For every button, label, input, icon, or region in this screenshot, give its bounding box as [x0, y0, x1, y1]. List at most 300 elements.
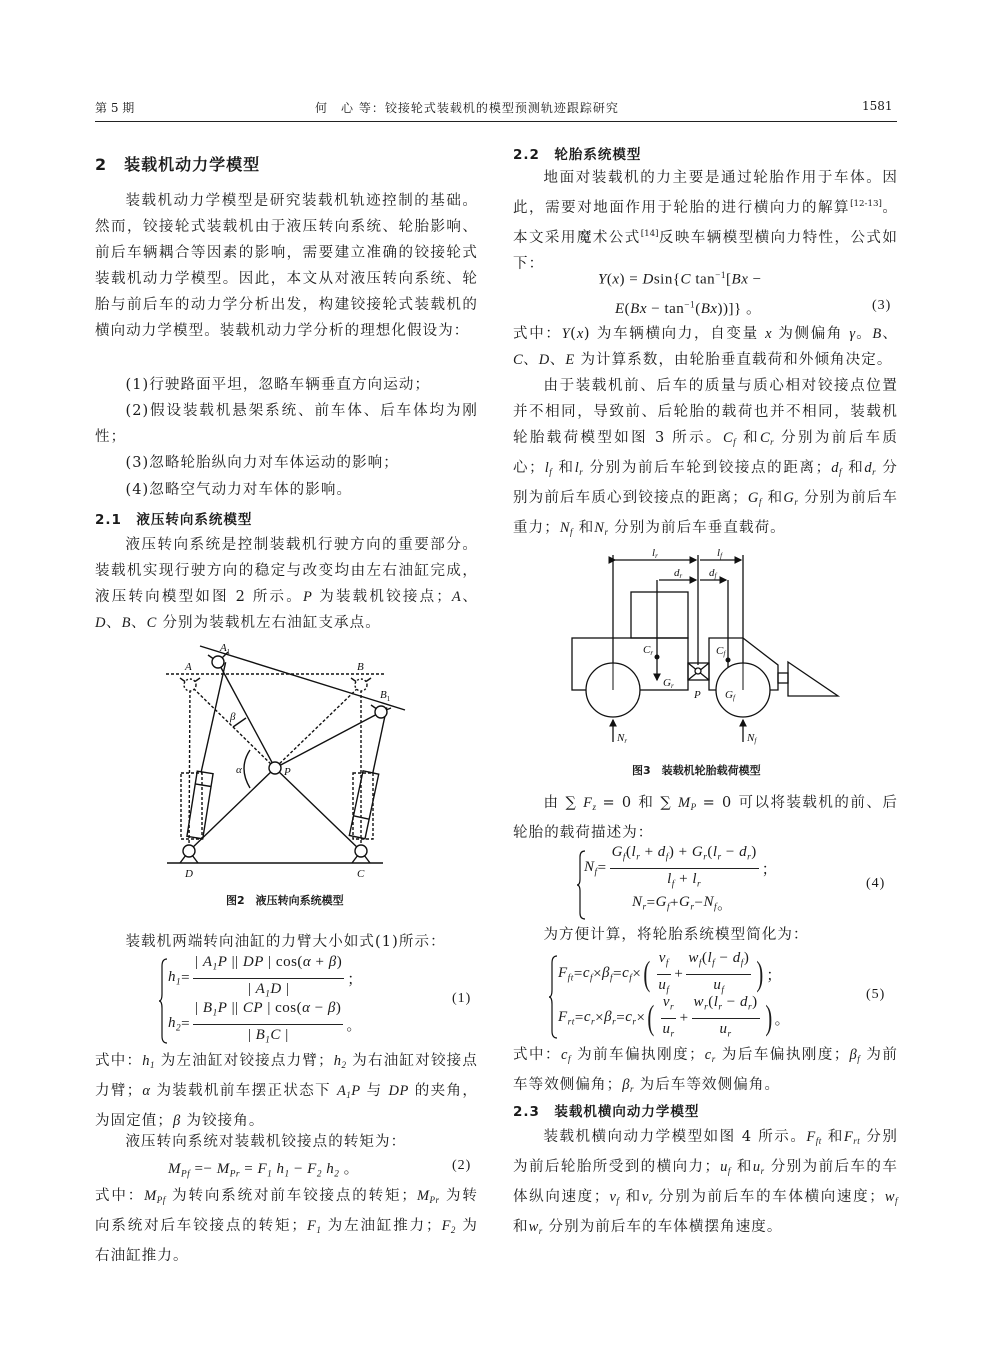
- text-run: 分别为前后车垂直载荷。: [608, 520, 786, 537]
- text-run: [272, 1161, 276, 1177]
- text-run: ): [336, 954, 343, 971]
- subscript: 2: [341, 1060, 347, 1071]
- denominator: [660, 1019, 676, 1043]
- label-lr: lr: [652, 547, 658, 560]
- math-variable: $l_f$: [667, 870, 675, 889]
- math-variable: $F_2$: [441, 1218, 456, 1236]
- math-variable: $B_1$: [255, 1026, 271, 1045]
- math-variable: D: [538, 352, 550, 368]
- paragraph-tire: [513, 165, 898, 277]
- math-variable: α: [302, 1000, 311, 1017]
- text-run: − tan: [647, 301, 685, 317]
- text-run: ；: [761, 861, 778, 878]
- text-run: +: [311, 954, 329, 971]
- math-variable: Y: [561, 326, 571, 342]
- denominator: [665, 869, 703, 893]
- text-run: 。: [855, 326, 873, 342]
- math-variable: CP: [242, 1000, 264, 1017]
- subscript: r: [770, 437, 775, 448]
- math-variable: Bx: [630, 301, 647, 317]
- numerator: [686, 949, 751, 974]
- math-variable: $G_f$: [747, 490, 762, 508]
- text-run: (: [708, 994, 714, 1011]
- text-run: +: [640, 844, 658, 861]
- math-variable: $F_2$: [307, 1161, 322, 1180]
- math-variable: $d_f$: [657, 844, 669, 863]
- text-run: 和: [619, 1189, 642, 1206]
- joint-B1: [375, 706, 387, 718]
- subscript: z: [592, 802, 597, 813]
- eq5-row-1: [558, 950, 790, 995]
- math-variable: $l_r$: [712, 844, 722, 863]
- text-run: =: [574, 1009, 584, 1026]
- text-run: (: [707, 844, 713, 861]
- math-variable: Bx: [700, 301, 718, 317]
- text-run: 分别为前后车重力；: [513, 490, 899, 537]
- text-run: ；: [766, 967, 782, 984]
- text-run: (: [702, 950, 708, 967]
- figure-2-steering-diagram: [150, 635, 410, 885]
- subscript: r: [747, 1002, 753, 1013]
- math-variable: $A_1$: [202, 954, 218, 973]
- subscript: f: [733, 437, 737, 448]
- text-run: −: [721, 844, 740, 861]
- math-variable: $F_{rt}$: [843, 1129, 861, 1147]
- subscript: f: [857, 1054, 861, 1065]
- text-run: 。本文采用魔术公式: [513, 200, 898, 247]
- text-run: =: [597, 859, 607, 876]
- math-variable: $G_r$: [783, 490, 799, 508]
- equation-5: [558, 950, 791, 1039]
- subscript: 2: [334, 1169, 340, 1180]
- text-run: 为右油缸对铰接点力臂；: [95, 1053, 479, 1100]
- text-run: 为左油缸对铰接点力臂；: [154, 1053, 334, 1069]
- math-variable: $G_r$: [679, 893, 695, 913]
- text-run: 与: [360, 1083, 389, 1100]
- math-variable: $u_f$: [658, 976, 670, 995]
- math-variable: $A_1$: [255, 980, 271, 999]
- math-variable: $l_r$: [574, 460, 584, 478]
- text-run: | cos(: [263, 1000, 303, 1017]
- text-run: 式中：: [513, 1047, 562, 1063]
- text-run: ) +: [668, 844, 692, 861]
- math-variable: $C_r$: [759, 430, 775, 448]
- math-variable: $h_2$: [326, 1161, 340, 1180]
- subscript: r: [612, 1017, 617, 1028]
- text-run: =: [240, 1161, 258, 1177]
- subscript: 1: [284, 1169, 290, 1180]
- text-run: 和: [821, 1129, 844, 1145]
- math-variable: $l_r$: [713, 994, 723, 1013]
- joint-C: [355, 845, 367, 857]
- math-variable: $c_f$: [582, 964, 594, 984]
- text-run: [: [726, 271, 732, 288]
- assumption-1: (1)行驶路面平坦，忽略车辆垂直方向运动；: [125, 377, 431, 393]
- running-title: 何 心 等：铰接轮式装载机的模型预测轨迹跟踪研究: [315, 101, 619, 115]
- math-variable: C: [146, 615, 157, 631]
- joint-A1: [212, 656, 224, 668]
- text-run: −: [715, 950, 733, 967]
- math-variable: $\beta_f$: [602, 964, 614, 984]
- math-variable: $u_f$: [720, 1159, 731, 1177]
- math-variable: A: [451, 589, 462, 605]
- text-run: |: [195, 954, 203, 971]
- text-run: 分别为前后车的车体横向速度；: [652, 1189, 885, 1206]
- text-run: 装载机两端转向油缸的力臂大小如式(1)所示：: [125, 934, 446, 950]
- math-variable: $u_r$: [752, 1159, 765, 1177]
- text-run: 为装载机铰接点；: [312, 589, 452, 605]
- label-Gr: Gr: [663, 677, 674, 690]
- cab: [631, 592, 688, 638]
- text-run: ))]} 。: [717, 301, 762, 317]
- citation: [12-13]: [850, 199, 882, 209]
- eq1-row-2: [168, 1000, 363, 1045]
- paragraph-eq1-desc: [95, 1048, 478, 1134]
- math-variable: $d_r$: [739, 844, 752, 863]
- math-variable: D: [270, 980, 282, 997]
- text-run: |: [195, 1000, 203, 1017]
- math-variable: P: [351, 1083, 361, 1100]
- subscript: ft: [815, 1136, 822, 1147]
- eq1-row-1: [168, 954, 363, 999]
- math-variable: β: [327, 1000, 336, 1017]
- text-run: 地面对装载机的力主要是通过轮胎作用于车体。因此，需要对地面作用于轮胎的进行横向力的解算: [513, 170, 898, 217]
- subscript: P: [690, 802, 697, 813]
- subscript: r: [642, 902, 647, 913]
- text-run: |: [247, 980, 256, 997]
- subscript: 2: [176, 1023, 182, 1034]
- math-variable: $h_1$: [276, 1161, 290, 1180]
- text-run: 分别为前后车的车体纵向速度；: [513, 1159, 898, 1206]
- subscript: Pr: [229, 1169, 240, 1180]
- eq1-number: (1): [452, 991, 472, 1006]
- eq2-number: (2): [452, 1158, 472, 1173]
- text-run: 、: [549, 352, 566, 368]
- subsection-title-2-1: 2.1 液压转向系统模型: [95, 512, 253, 528]
- subscript: 1: [265, 988, 271, 999]
- text-run: tan: [691, 271, 716, 288]
- numerator: [657, 949, 671, 974]
- math-variable: $N_r$: [632, 893, 647, 913]
- text-run: 分别为前后车质心；: [513, 430, 898, 477]
- section-title: 2 装载机动力学模型: [95, 155, 261, 174]
- header-rule: [95, 121, 897, 122]
- text-run: 为装载机前车摆正状态下: [150, 1083, 337, 1100]
- subscript: f: [549, 467, 553, 478]
- label-P: P: [284, 766, 291, 778]
- text-run: (: [626, 844, 632, 861]
- label-D: D: [185, 868, 193, 880]
- text-run: 由于装载机前、后车的质量与质心相对铰接点位置并不相同，导致前、后轮胎的载荷也并不相同，装载机轮胎载荷模型如图 3 所示。: [513, 378, 898, 446]
- superscript: −1: [715, 271, 727, 281]
- subscript: r: [872, 467, 877, 478]
- text-run: 分别为前后轮胎所受到的横向力；: [513, 1129, 898, 1176]
- eq1-brace: [158, 958, 168, 1044]
- subscript: r: [727, 1028, 732, 1039]
- subscript: 1: [212, 1008, 218, 1019]
- eq5-number: (5): [866, 987, 886, 1002]
- subscript: f: [713, 902, 718, 913]
- text-run: 为左油缸推力；: [321, 1218, 442, 1235]
- subscript: f: [727, 1166, 731, 1177]
- math-variable: DP: [388, 1083, 409, 1100]
- text-run: 式中：: [513, 326, 562, 342]
- text-run: −: [289, 1161, 308, 1177]
- text-run: ×: [632, 965, 642, 982]
- text-run: ): [335, 1000, 342, 1017]
- text-run: 为前车偏执刚度；: [570, 1047, 705, 1063]
- math-variable: B: [121, 615, 131, 631]
- subscript: r: [632, 1017, 637, 1028]
- text-run: +: [674, 965, 684, 982]
- math-variable: $M_{Pf}$: [168, 1161, 191, 1180]
- math-variable: C: [270, 1026, 281, 1043]
- text-run: 和: [572, 520, 595, 537]
- math-variable: $v_f$: [658, 950, 669, 969]
- label-alpha: α: [236, 764, 242, 776]
- subscript: Pf: [156, 1195, 166, 1206]
- math-variable: C: [513, 352, 524, 368]
- denominator: [246, 1025, 291, 1049]
- page-number: 1581: [862, 99, 893, 113]
- joint-B: [355, 679, 367, 691]
- math-variable: $\beta_f$: [849, 1047, 861, 1065]
- eq4-number: (4): [866, 876, 886, 891]
- text-run: 分别为前后车的车体横摆角速度。: [542, 1219, 783, 1236]
- math-variable: $h_2$: [333, 1053, 347, 1071]
- subscript: r: [636, 852, 641, 863]
- numerator: [193, 999, 343, 1024]
- math-variable: x: [765, 326, 773, 342]
- subscript: r: [538, 1226, 543, 1237]
- text-run: 为侧偏角: [772, 326, 850, 342]
- label-Nf: Nf: [747, 732, 757, 745]
- math-variable: $u_r$: [662, 1020, 675, 1039]
- math-variable: $G_f$: [655, 893, 671, 913]
- math-variable: $w_f$: [884, 1189, 899, 1207]
- text-run: ||: [227, 954, 243, 971]
- math-variable: $F_z$: [583, 795, 597, 813]
- fraction: [193, 999, 343, 1049]
- subscript: f: [666, 984, 670, 995]
- math-variable: $M_{Pr}$: [216, 1161, 240, 1180]
- text-run: 分别为装载机左右油缸支承点。: [156, 615, 381, 631]
- subscript: 1: [316, 1225, 322, 1236]
- math-variable: $F_1$: [306, 1218, 322, 1236]
- equation-2: [168, 1157, 359, 1179]
- math-variable: P: [217, 954, 228, 971]
- text-run: 。: [339, 1161, 360, 1177]
- text-run: 为铰接角。: [180, 1113, 265, 1130]
- paragraph-eq4-intro: [513, 790, 898, 846]
- text-run: 的夹角，为固定值；: [95, 1083, 478, 1130]
- math-variable: $c_f$: [561, 1047, 571, 1065]
- text-run: | cos(: [263, 954, 303, 971]
- label-Nr: Nr: [617, 732, 628, 745]
- math-variable: $F_1$: [257, 1161, 273, 1180]
- subscript: f: [698, 958, 702, 969]
- label-C: C: [357, 868, 365, 880]
- text-run: 。: [346, 1017, 362, 1034]
- paren: (: [643, 954, 651, 993]
- text-run: |: [280, 1026, 289, 1043]
- eq3-number: (3): [872, 298, 892, 313]
- subscript: r: [711, 1054, 716, 1065]
- text-run: 和: [513, 1219, 529, 1236]
- math-variable: β: [328, 954, 337, 971]
- subscript: 1: [265, 1034, 271, 1045]
- subscript: f: [666, 902, 671, 913]
- subscript: f: [740, 958, 744, 969]
- math-variable: α: [142, 1083, 151, 1100]
- math-variable: $u_r$: [719, 1020, 732, 1039]
- subscript: f: [610, 973, 614, 984]
- text-run: =: [616, 1009, 626, 1026]
- text-run: 装载机横向动力学模型如图 4 所示。: [543, 1129, 807, 1145]
- subscript: 1: [267, 1169, 273, 1180]
- math-variable: $w_r$: [693, 994, 709, 1013]
- figure-3-load-diagram: [560, 540, 860, 780]
- fraction: [692, 993, 760, 1043]
- text-run: (: [695, 301, 701, 317]
- math-variable: $N_f$: [703, 893, 718, 913]
- text-run: |: [281, 980, 290, 997]
- subscript: Pf: [181, 1169, 191, 1180]
- text-run: 为计算系数，由轮胎垂直载荷和外倾角决定。: [574, 352, 893, 368]
- math-variable: $c_r$: [583, 1008, 596, 1028]
- math-variable: $c_f$: [622, 964, 633, 984]
- math-variable: $N_f$: [559, 520, 573, 538]
- hinge-point-P: [269, 762, 281, 774]
- subscript: f: [671, 878, 675, 889]
- math-variable: $h_1$: [142, 1053, 155, 1071]
- text-run: 和: [736, 430, 760, 446]
- fraction: [610, 843, 759, 893]
- math-variable: $v_f$: [609, 1189, 620, 1207]
- text-run: 和: [552, 460, 575, 477]
- subscript: r: [670, 1028, 675, 1039]
- math-variable: β: [173, 1113, 181, 1130]
- paragraph-intro: [95, 188, 478, 344]
- text-run: 、: [523, 352, 539, 368]
- math-variable: $G_r$: [691, 844, 708, 863]
- math-variable: $c_r$: [625, 1008, 637, 1028]
- equation-3-line-2: [615, 297, 761, 318]
- text-run: = 0 和 ∑: [596, 795, 678, 811]
- text-run: 和: [841, 460, 865, 477]
- math-variable: α: [302, 954, 312, 971]
- text-run: 、: [461, 589, 478, 605]
- label-lf: lf: [717, 547, 723, 560]
- text-run: ) =: [619, 271, 643, 288]
- text-run: 液压转向系统对装载机铰接点的转矩为：: [125, 1134, 407, 1150]
- paragraph-eq3-desc: [513, 321, 898, 373]
- math-variable: P: [303, 589, 313, 605]
- subscript: f: [629, 973, 633, 984]
- eq4-row-1: [584, 844, 778, 889]
- text-run: 和: [761, 490, 784, 507]
- numerator: [193, 953, 344, 978]
- subscript: 2: [450, 1225, 456, 1236]
- text-run: 。: [717, 896, 733, 913]
- subscript: f: [838, 467, 842, 478]
- denominator: [718, 1019, 734, 1043]
- math-variable: $d_f$: [732, 950, 744, 969]
- subscript: 1: [212, 962, 218, 973]
- label-Cf: Cf: [716, 645, 726, 658]
- subsection-title-2-2: 2.2 轮胎系统模型: [513, 147, 642, 163]
- subscript: f: [567, 1054, 571, 1065]
- label-Gf: Gf: [725, 689, 735, 702]
- subscript: r: [629, 1084, 634, 1095]
- equation-4: [584, 844, 778, 918]
- numerator: [692, 993, 760, 1018]
- text-run: ；: [347, 971, 363, 988]
- subscript: f: [758, 497, 762, 508]
- Cr-dot: [655, 655, 660, 660]
- math-variable: $M_{Pr}$: [416, 1188, 440, 1206]
- text-run: =: [181, 1015, 191, 1032]
- label-Cr: Cr: [643, 644, 654, 657]
- text-run: =: [573, 965, 583, 982]
- label-P: P: [694, 689, 701, 701]
- text-run: ): [751, 844, 757, 861]
- math-variable: $d_r$: [864, 460, 877, 478]
- subscript: 1: [346, 1090, 352, 1101]
- text-run: 为前车等效侧偏角；: [513, 1047, 898, 1094]
- subscript: r: [670, 1002, 675, 1013]
- math-variable: $l_f$: [707, 950, 716, 969]
- math-variable: $l_f$: [544, 460, 553, 478]
- math-variable: $M_{Pf}$: [144, 1188, 166, 1206]
- subscript: ft: [567, 973, 574, 984]
- text-run: sin{: [653, 271, 681, 288]
- subscript: f: [712, 958, 716, 969]
- issue-number: 第 5 期: [95, 101, 135, 115]
- subscript: r: [604, 527, 609, 538]
- math-variable: $F_{rt}$: [558, 1008, 575, 1028]
- front-frame-line: [200, 646, 405, 710]
- text-run: ×: [595, 1009, 605, 1026]
- subscript: rt: [853, 1136, 861, 1147]
- text-run: 装载机动力学模型是研究装载机轨迹控制的基础。然而，铰接轮式装载机由于液压转向系统、轮胎影响、前后车辆耦合等因素的影响，需要建立准确的铰接轮式装载机动力学模型。因此，本文从对液压转向系统、轮胎与前后车的动力学分析出发，构建铰接轮式装载机的横向动力学模型。装载机动力学分析的理想化假设为：: [95, 193, 478, 339]
- math-variable: γ: [849, 326, 856, 342]
- math-variable: $c_r$: [704, 1047, 716, 1065]
- paragraph-load: [513, 373, 898, 546]
- subscript: rt: [567, 1017, 575, 1028]
- figure-3-caption: 图3 装载机轮胎载荷模型: [632, 764, 761, 777]
- subscript: f: [721, 984, 725, 995]
- fraction: [656, 949, 671, 999]
- subscript: r: [690, 902, 695, 913]
- assumption-2: (2)假设装载机悬架系统、前车体、后车体均为刚性；: [95, 403, 478, 445]
- text-run: 式中：: [95, 1053, 143, 1069]
- text-run: (: [624, 301, 631, 317]
- text-run: |: [247, 1026, 256, 1043]
- subscript: 1: [176, 977, 182, 988]
- math-variable: $N_r$: [594, 520, 609, 538]
- math-variable: $C_f$: [722, 430, 737, 448]
- math-variable: B: [872, 326, 882, 342]
- label-B: B: [357, 661, 364, 673]
- assumption-3: (3)忽略轮胎纵向力对车体运动的影响；: [125, 455, 399, 471]
- math-variable: $M_P$: [677, 795, 697, 813]
- text-run: 、: [881, 326, 898, 342]
- text-run: 、: [105, 615, 122, 631]
- figure-2-caption: 图2 液压转向系统模型: [226, 894, 344, 907]
- joint-D: [183, 845, 195, 857]
- text-run: =: [613, 965, 623, 982]
